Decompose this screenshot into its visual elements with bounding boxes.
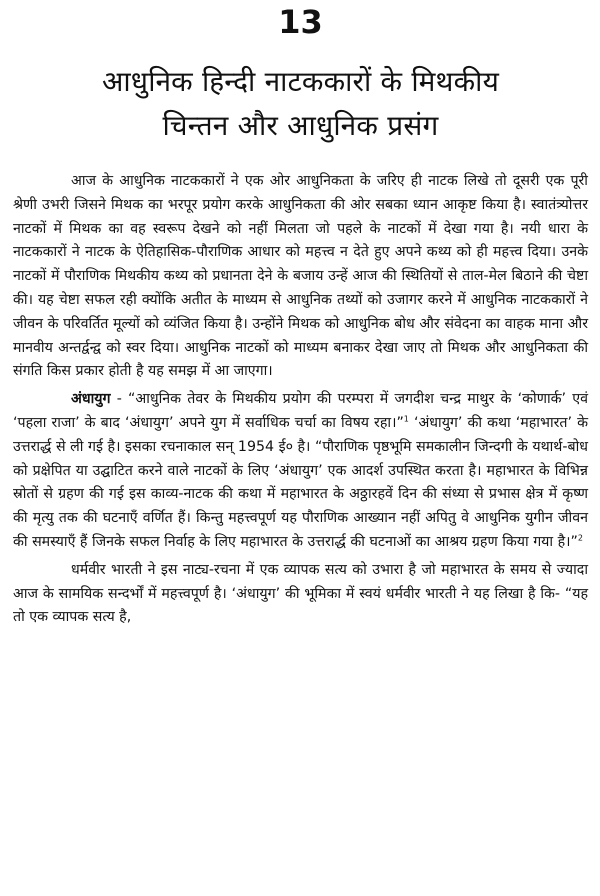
- chapter-title-line-2: चिन्तन और आधुनिक प्रसंग: [162, 109, 439, 142]
- term-andhayug: अंधायुग: [71, 391, 111, 408]
- paragraph-intro: आज के आधुनिक नाटककारों ने एक ओर आधुनिकता के जरिए ही नाटक लिखे तो दूसरी एक पूरी श्रेणी उभरी जिसने मिथक का भरपूर प्रयोग करके आधुनिकता की ओर सबका ध्यान आकृष्ट किया है। स्वातंत्र्योत्तर नाटकों में मिथक का वह स्वरूप देखने को नहीं मिलता जो पहले के नाटकों में देखा गया है। नयी धारा के नाटककारों ने नाटक के ऐतिहासिक-पौराणिक आधार को महत्त्व न देते हुए अपने कथ्य को ही महत्त्व दिया। उनके नाटकों में पौराणिक मिथकीय कथ्य को प्रधानता देने के बजाय उन्हें आज की स्थितियों से ताल-मेल बिठाने की चेष्टा की। यह चेष्टा सफल रही क्योंकि अतीत के माध्यम से आधुनिक तथ्यों को उजागर करने में आधुनिक नाटककारों ने जीवन के परिवर्तित मूल्यों को व्यंजित किया है। उन्होंने मिथक को आधुनिक बोध और संवेदना का वाहक माना और मानवीय अन्तर्द्वन्द्व को स्वर दिया। आधुनिक नाटकों को माध्यम बनाकर देखा जाए तो मिथक और आधुनिकता की संगति किस प्रकार होती है यह समझ में आ जाएगा।: [13, 173, 588, 380]
- chapter-title: [13, 60, 588, 148]
- paragraph-andhayug-text-1: - “आधुनिक तेवर के मिथकीय प्रयोग की परम्परा में जगदीश चन्द्र माथुर के ‘कोणार्क’ एवं ‘पहला राजा’ के बाद ‘अंधायुग’ अपने युग में सर्वाधिक चर्चा का विषय रहा।”: [13, 391, 588, 431]
- chapter-title-line-1: आधुनिक हिन्दी नाटककारों के मिथकीय: [101, 65, 500, 98]
- footnote-ref-2: 2: [577, 533, 583, 543]
- paragraph-bharati: धर्मवीर भारती ने इस नाट्य-रचना में एक व्यापक सत्य को उभारा है जो महाभारत के समय से ज्यादा आज के सामयिक सन्दर्भों में महत्त्वपूर्ण है। ‘अंधायुग’ की भूमिका में स्वयं धर्मवीर भारती ने यह लिखा है कि- “यह तो एक व्यापक सत्य है,: [13, 561, 588, 626]
- chapter-number: 13: [278, 3, 323, 41]
- paragraph-andhayug: [13, 388, 588, 555]
- footnote-ref-1: 1: [403, 414, 409, 424]
- paragraph-andhayug-text-2: ‘अंधायुग’ की कथा ‘महाभारत’ के उत्तरार्द्ध से ली गई है। इसका रचनाकाल सन् 1954 ई० है। “पौराणिक पृष्ठभूमि समकालीन जिन्दगी के यथार्थ-बोध को प्रक्षेपित या उद्घाटित करने वाले नाटकों के लिए ‘अंधायुग’ एक आदर्श उपस्थित करता है। महाभारत के विभिन्न स्रोतों से ग्रहण की गई इस काव्य-नाटक की कथा में महाभारत के अठ्ठारहवें दिन की संध्या से प्रभास क्षेत्र में कृष्ण की मृत्यु तक की घटनाएँ वर्णित हैं। किन्तु महत्त्वपूर्ण यह पौराणिक आख्यान नहीं अपितु वे आधुनिक युगीन जीवन की समस्याएँ हैं जिनके सफल निर्वाह के लिए महाभारत के उत्तरार्द्ध की घटनाओं का आश्रय ग्रहण किया गया है।”: [13, 414, 588, 550]
- body-text: [13, 170, 588, 630]
